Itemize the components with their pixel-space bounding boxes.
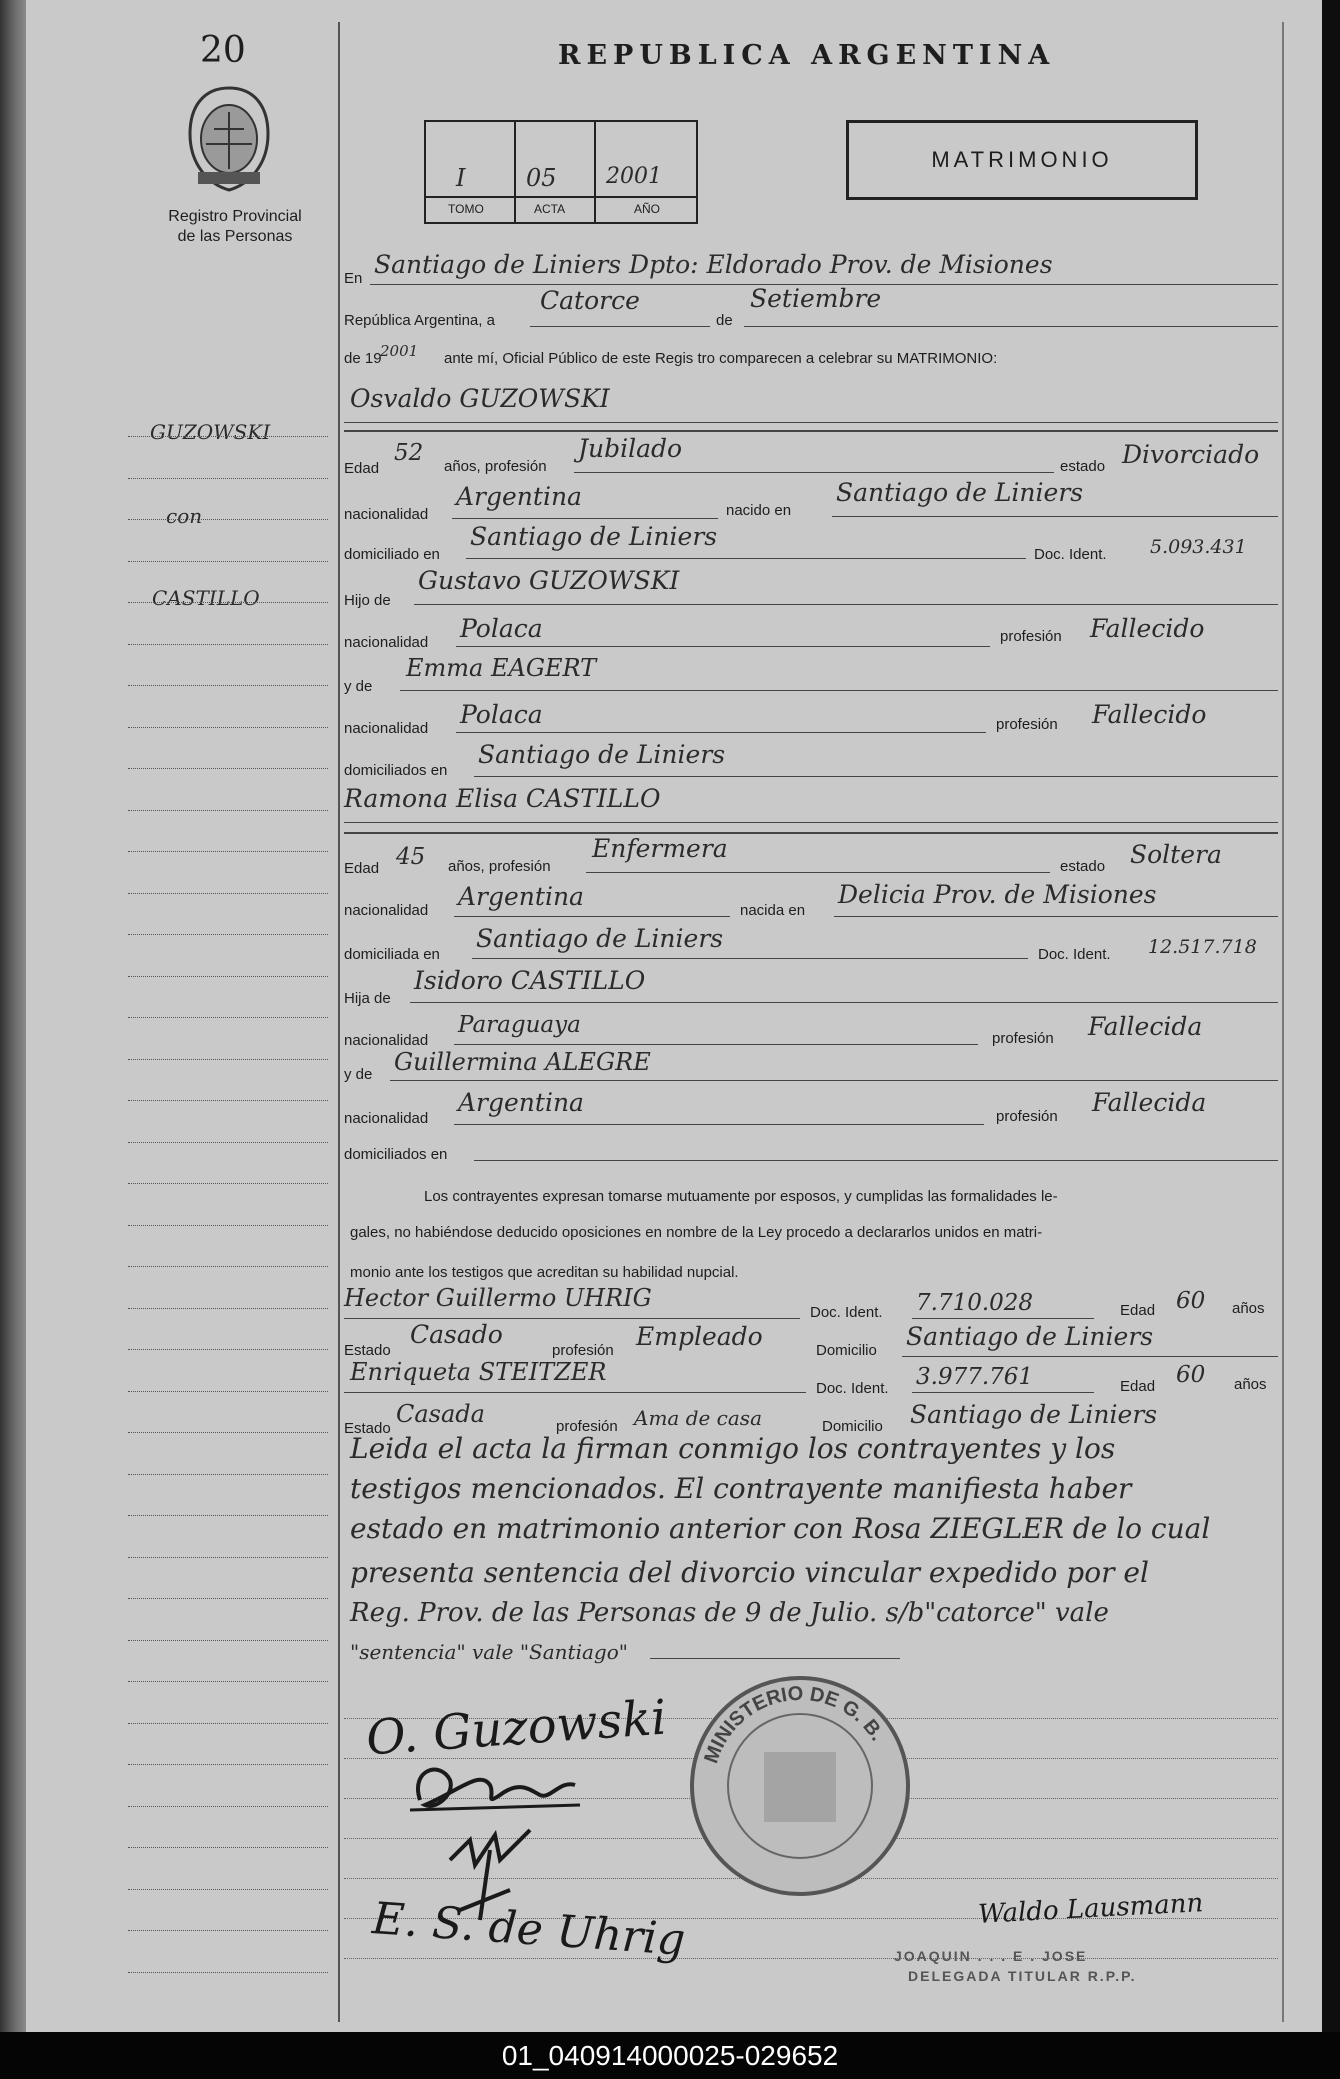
bride-padre: Isidoro CASTILLO <box>414 966 646 995</box>
republica-label: República Argentina, a <box>344 312 495 329</box>
bride-name: Ramona Elisa CASTILLO <box>344 784 661 813</box>
note-line-5: Reg. Prov. de las Personas de 9 de Julio. s/b"catorce" vale <box>350 1598 1109 1628</box>
margin-con: con <box>166 504 203 528</box>
registro-line2: de las Personas <box>177 228 293 245</box>
acta-box <box>424 120 698 224</box>
margin-ruled-line <box>128 1723 328 1724</box>
groom-nacionalidad: Argentina <box>456 482 582 511</box>
groom-nac-label: nacionalidad <box>344 506 429 523</box>
declaration-line3: monio ante los testigos que acreditan su habilidad nupcial. <box>350 1264 739 1281</box>
bride-estado: Soltera <box>1130 840 1222 869</box>
bride-anos-prof-label: años, profesión <box>448 858 551 875</box>
ano-label: AÑO <box>634 202 661 216</box>
folio-number: 20 <box>200 30 246 71</box>
bride-profesion: Enfermera <box>592 834 728 863</box>
groom-edad-label: Edad <box>344 460 380 477</box>
witness2-doc: 3.977.761 <box>916 1364 1034 1390</box>
groom-estado-label: estado <box>1060 458 1106 475</box>
bride-dom-line <box>472 958 1028 959</box>
margin-surname-bride: CASTILLO <box>152 586 260 610</box>
groom-hijo-label: Hijo de <box>344 592 391 609</box>
witness1-edad: 60 <box>1176 1288 1206 1314</box>
groom-name: Osvaldo GUZOWSKI <box>350 384 610 413</box>
bride-nacida-label: nacida en <box>740 902 806 919</box>
margin-ruled-line <box>128 1432 328 1433</box>
groom-profesion-line <box>574 472 1054 473</box>
bride-padre-nac-line <box>454 1044 978 1045</box>
bride-nacida-line <box>834 916 1278 917</box>
witness2-profesion: Ama de casa <box>634 1406 762 1430</box>
witness2-estado-label: Estado <box>344 1420 391 1437</box>
declaration-line2: gales, no habiéndose deducido oposiciones en nombre de la Ley procedo a declararlos unidos en matri- <box>350 1224 1043 1241</box>
groom-nacido-line <box>832 516 1278 517</box>
margin-ruled-line <box>128 810 328 811</box>
ante-text: ante mí, Oficial Público de este Regis tro comparecen a celebrar su MATRIMONIO: <box>444 350 998 367</box>
groom-doc-label: Doc. Ident. <box>1034 546 1107 563</box>
margin-ruled-line <box>128 561 328 562</box>
right-rule <box>1282 22 1284 2022</box>
acta-value: 05 <box>526 164 557 192</box>
witness2-name-line <box>344 1392 806 1393</box>
scan-footer <box>0 2032 1340 2079</box>
groom-madre: Emma EAGERT <box>406 654 597 682</box>
groom-dom-line <box>466 558 1026 559</box>
margin-ruled-line <box>128 1847 328 1848</box>
groom-domicilio: Santiago de Liniers <box>470 522 718 551</box>
margin-ruled-line <box>128 1059 328 1060</box>
margin-ruled-line <box>128 851 328 852</box>
note-line-6: "sentencia" vale "Santiago" <box>350 1640 628 1664</box>
registro-line1: Registro Provincial <box>168 208 302 225</box>
witness1-dom-label: Domicilio <box>816 1342 877 1359</box>
witness1-edad-label: Edad <box>1120 1302 1156 1319</box>
witness1-estado: Casado <box>410 1320 503 1349</box>
bride-nacida: Delicia Prov. de Misiones <box>838 880 1157 909</box>
tomo-value: I <box>456 164 466 192</box>
witness1-domicilio: Santiago de Liniers <box>906 1322 1154 1351</box>
lugar-value: Santiago de Liniers Dpto: Eldorado Prov. de Misiones <box>374 250 1053 279</box>
margin-ruled-line <box>128 893 328 894</box>
bride-padre-prof-label: profesión <box>992 1030 1054 1047</box>
groom-doc: 5.093.431 <box>1150 536 1247 558</box>
groom-estado: Divorciado <box>1122 440 1260 469</box>
ministerio-seal-icon <box>684 1670 916 1902</box>
bride-madre-nac: Argentina <box>458 1088 584 1117</box>
groom-madre-nac-line <box>456 732 986 733</box>
groom-padres-dom-label: domiciliados en <box>344 762 448 779</box>
witness2-prof-label: profesión <box>556 1418 618 1435</box>
dia-line <box>530 326 710 327</box>
groom-madre-prof-label: profesión <box>996 716 1058 733</box>
page-title: REPUBLICA ARGENTINA <box>558 40 1056 71</box>
margin-ruled-line <box>128 1100 328 1101</box>
bride-domicilio: Santiago de Liniers <box>476 924 724 953</box>
bride-dom-label: domiciliada en <box>344 946 440 963</box>
bride-edad-label: Edad <box>344 860 380 877</box>
margin-ruled-line <box>128 1806 328 1807</box>
margin-ruled-line <box>128 976 328 977</box>
bride-estado-label: estado <box>1060 858 1106 875</box>
groom-nacido: Santiago de Liniers <box>836 478 1084 507</box>
groom-madre-line <box>400 690 1278 691</box>
bride-nac-label: nacionalidad <box>344 902 429 919</box>
bride-edad: 45 <box>396 844 426 870</box>
witness1-name: Hector Guillermo UHRIG <box>344 1284 652 1312</box>
witness2-edad: 60 <box>1176 1362 1206 1388</box>
bride-madre-prof-label: profesión <box>996 1108 1058 1125</box>
bride-madre: Guillermina ALEGRE <box>394 1048 651 1076</box>
bride-madre-nac-label: nacionalidad <box>344 1110 429 1127</box>
margin-ruled-line <box>128 1515 328 1516</box>
groom-madre-nac-label: nacionalidad <box>344 720 429 737</box>
bride-separator <box>344 832 1278 834</box>
margin-ruled-line <box>128 519 328 520</box>
margin-rule <box>338 22 340 2022</box>
provincial-emblem-icon <box>184 84 274 194</box>
witness2-edad-label: Edad <box>1120 1378 1156 1395</box>
bride-doc-label: Doc. Ident. <box>1038 946 1111 963</box>
footer-code: 01_040914000025-029652 <box>501 2040 839 2071</box>
margin-ruled-line <box>128 1349 328 1350</box>
witness2-anos-label: años <box>1234 1376 1267 1393</box>
witness1-profesion: Empleado <box>636 1322 763 1351</box>
signature-ruled-line <box>344 1958 1278 1959</box>
groom-nac-line <box>452 518 718 519</box>
note-line-2: testigos mencionados. El contrayente manifiesta haber <box>350 1472 1132 1505</box>
groom-separator <box>344 430 1278 432</box>
groom-padre-nac: Polaca <box>460 614 543 643</box>
groom-padre-prof: Fallecido <box>1090 614 1205 643</box>
margin-ruled-line <box>128 1972 328 1973</box>
groom-yde-label: y de <box>344 678 373 695</box>
groom-padre-line <box>414 604 1278 605</box>
de19-label: de 19 <box>344 350 382 367</box>
official-stamp-line2: DELEGADA TITULAR R.P.P. <box>908 1968 1137 1984</box>
bride-name-line <box>344 822 1278 823</box>
groom-edad: 52 <box>394 440 424 466</box>
witness1-anos-label: años <box>1232 1300 1265 1317</box>
signature-bride <box>400 1750 600 1830</box>
mes-line <box>744 326 1278 327</box>
margin-ruled-line <box>128 1640 328 1641</box>
margin-ruled-line <box>128 1391 328 1392</box>
acta-label: ACTA <box>534 202 566 216</box>
witness2-estado: Casada <box>396 1400 485 1428</box>
seal-text: MINISTERIO DE G. B. <box>700 1682 889 1767</box>
margin-ruled-line <box>128 436 328 437</box>
de-label: de <box>716 312 733 329</box>
margin-ruled-line <box>128 1266 328 1267</box>
groom-padre-nac-label: nacionalidad <box>344 634 429 651</box>
margin-ruled-line <box>128 768 328 769</box>
margin-ruled-line <box>128 1764 328 1765</box>
witness2-doc-label: Doc. Ident. <box>816 1380 889 1397</box>
witness2-domicilio: Santiago de Liniers <box>910 1400 1158 1429</box>
bride-yde-label: y de <box>344 1066 373 1083</box>
bride-padres-dom-line <box>474 1160 1278 1161</box>
witness2-doc-line <box>912 1392 1094 1393</box>
book-binding <box>0 0 26 2032</box>
groom-madre-prof: Fallecido <box>1092 700 1207 729</box>
witness2-name: Enriqueta STEITZER <box>350 1358 607 1386</box>
margin-ruled-line <box>128 685 328 686</box>
note-end-line <box>650 1658 900 1659</box>
margin-ruled-line <box>128 1681 328 1682</box>
witness1-prof-label: profesión <box>552 1342 614 1359</box>
ano-written: 2001 <box>380 342 419 360</box>
bride-padres-dom-label: domiciliados en <box>344 1146 448 1163</box>
dia-value: Catorce <box>540 286 640 315</box>
margin-ruled-line <box>128 478 328 479</box>
bride-hija-label: Hija de <box>344 990 391 1007</box>
margin-ruled-line <box>128 602 328 603</box>
margin-ruled-line <box>128 1308 328 1309</box>
groom-nacido-label: nacido en <box>726 502 792 519</box>
groom-padre-prof-label: profesión <box>1000 628 1062 645</box>
signature-oficial: Waldo Lausmann <box>977 1888 1204 1930</box>
margin-surname-groom: GUZOWSKI <box>150 420 271 444</box>
tomo-label: TOMO <box>448 202 484 216</box>
bride-padre-nac-label: nacionalidad <box>344 1032 429 1049</box>
en-label: En <box>344 270 363 287</box>
bride-nacionalidad: Argentina <box>458 882 584 911</box>
groom-madre-nac: Polaca <box>460 700 543 729</box>
groom-padres-dom-line <box>474 776 1278 777</box>
groom-padres-dom: Santiago de Liniers <box>478 740 726 769</box>
bride-madre-nac-line <box>454 1124 984 1125</box>
groom-name-line <box>344 422 1278 423</box>
margin-ruled-line <box>128 1225 328 1226</box>
groom-padre-nac-line <box>456 646 990 647</box>
witness1-doc-label: Doc. Ident. <box>810 1304 883 1321</box>
witness1-doc: 7.710.028 <box>916 1290 1034 1316</box>
witness2-dom-label: Domicilio <box>822 1418 883 1435</box>
margin-ruled-line <box>128 1557 328 1558</box>
declaration-line1: Los contrayentes expresan tomarse mutuamente por esposos, y cumplidas las formalidades le- <box>424 1188 1058 1205</box>
witness1-name-line <box>344 1318 800 1319</box>
bride-doc: 12.517.718 <box>1148 936 1257 958</box>
margin-ruled-line <box>128 644 328 645</box>
note-line-4: presenta sentencia del divorcio vincular expedido por el <box>350 1556 1149 1589</box>
ano-value: 2001 <box>606 164 662 189</box>
margin-ruled-line <box>128 1017 328 1018</box>
margin-ruled-line <box>128 1930 328 1931</box>
margin-ruled-line <box>128 1474 328 1475</box>
witness1-doc-line <box>912 1318 1094 1319</box>
groom-padre: Gustavo GUZOWSKI <box>418 566 680 595</box>
witness1-estado-label: Estado <box>344 1342 391 1359</box>
bride-padre-nac: Paraguaya <box>458 1012 581 1038</box>
margin-ruled-line <box>128 1183 328 1184</box>
bride-padre-prof: Fallecida <box>1088 1012 1203 1041</box>
margin-ruled-line <box>128 1598 328 1599</box>
note-line-1: Leida el acta la firman conmigo los contrayentes y los <box>350 1432 1116 1465</box>
signature-witness2: E. S. de Uhrig <box>370 1893 687 1966</box>
margin-ruled-line <box>128 727 328 728</box>
margin-ruled-line <box>128 1142 328 1143</box>
signature-groom: O. Guzowski <box>364 1689 669 1767</box>
matrimonio-box <box>846 120 1198 200</box>
groom-anos-prof-label: años, profesión <box>444 458 547 475</box>
matrimonio-label: MATRIMONIO <box>931 147 1113 172</box>
official-stamp-line1: JOAQUIN . . . E . JOSE <box>894 1948 1088 1964</box>
margin-ruled-line <box>128 1889 328 1890</box>
bride-profesion-line <box>586 872 1050 873</box>
bride-madre-line <box>390 1080 1278 1081</box>
bride-nac-line <box>454 916 730 917</box>
note-line-3: estado en matrimonio anterior con Rosa ZIEGLER de lo cual <box>350 1512 1211 1545</box>
groom-dom-label: domiciliado en <box>344 546 440 563</box>
bride-madre-prof: Fallecida <box>1092 1088 1207 1117</box>
witness1-dom-line <box>902 1356 1278 1357</box>
bride-padre-line <box>410 1002 1278 1003</box>
groom-profesion: Jubilado <box>578 434 683 463</box>
margin-ruled-line <box>128 934 328 935</box>
mes-value: Setiembre <box>750 284 882 313</box>
